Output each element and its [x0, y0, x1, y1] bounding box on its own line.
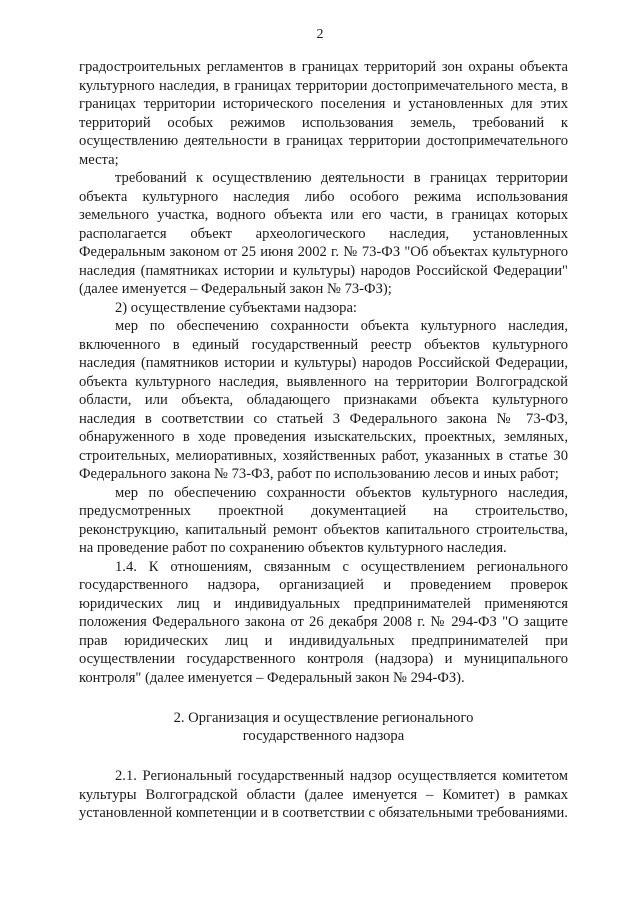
paragraph-urban-planning-regulations: градостроительных регламентов в границах территорий зон охраны объекта культурного наследия, в границах территории достопримечательного места, в границах территории исторического поселения и установленных для этих территорий особых режимов использования земель, требований к осуществлению деятельности в границах территории достопримечательного места;	[79, 59, 568, 168]
section-heading	[79, 709, 568, 745]
page-number: 2	[316, 27, 324, 42]
paragraph-section-1-4: 1.4. К отношениям, связанным с осуществлением регионального государственного надзора, организацией и проведением проверок юридических лиц и индивидуальных предпринимателей применяются положения Федерального закона от 26 декабря 2008 г. № 294-ФЗ "О защите прав юридических лиц и индивидуальных предпринимателей при осуществлении государственного контроля (надзора) и муниципального контроля" (далее именуется – Федеральный закон № 294-ФЗ).	[79, 558, 568, 686]
paragraph-preservation-measures: мер по обеспечению сохранности объекта культурного наследия, включенного в единый государственный реестр объектов культурного наследия (памятников истории и культуры) народов Российской Федерации, объекта культурного наследия, выявленного на территории Волгоградской области, или объекта, обладающего признаками объекта культурного наследия в соответствии со статьей 3 Федерального закона № 73-ФЗ, обнаруженного в ходе проведения изыскательских, проектных, земляных, строительных, мелиоративных, хозяйственных работ, указанных в статье 30 Федерального закона № 73-ФЗ, работ по использованию лесов и иных работ;	[79, 318, 568, 482]
paragraph-section-2-1: 2.1. Региональный государственный надзор осуществляется комитетом культуры Волгоградской области (далее именуется – Комитет) в рамках установленной компетенции и в соответствии с обязательными требованиями.	[79, 768, 568, 821]
section-heading-line-2: государственного надзора	[242, 728, 405, 744]
section-heading-line-1: 2. Организация и осуществление регионального	[173, 710, 474, 726]
paragraph-activity-requirements: требований к осуществлению деятельности в границах территории объекта культурного наследия либо особого режима использования земельного участка, водного объекта или его части, в границах которых располагается объект археологического наследия, установленных Федеральным законом от 25 июня 2002 г. № 73-ФЗ "Об объектах культурного наследия (памятниках истории и культуры) народов Российской Федерации" (далее именуется – Федеральный закон № 73-ФЗ);	[79, 170, 568, 297]
paragraph-project-documentation-measures: мер по обеспечению сохранности объектов культурного наследия, предусмотренных проектной документацией на строительство, реконструкцию, капитальный ремонт объектов капитального строительства, на проведение работ по сохранению объектов культурного наследия.	[79, 484, 568, 556]
document-body	[79, 58, 568, 823]
paragraph-item-2: 2) осуществление субъектами надзора:	[115, 299, 357, 316]
